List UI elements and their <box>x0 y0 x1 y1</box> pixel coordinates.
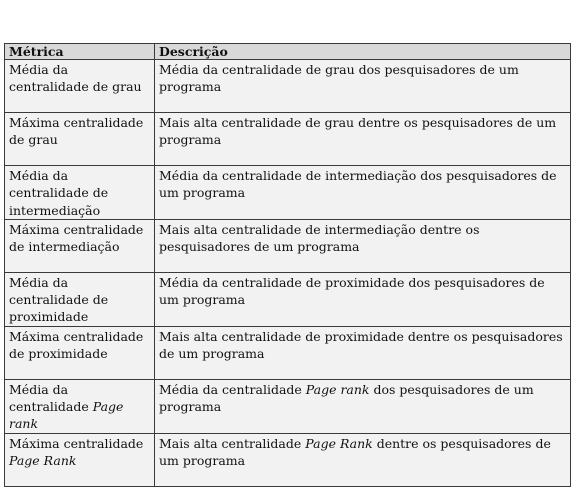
metric-cell <box>5 113 155 166</box>
table-row <box>5 113 571 166</box>
description-text-end: dos pesquisadores de um programa <box>159 381 534 415</box>
metric-cell <box>5 433 155 486</box>
metric-text: Média da centralidade <box>9 381 93 415</box>
metric-cell <box>5 219 155 272</box>
metrics-table <box>4 43 571 487</box>
metric-cell <box>5 326 155 379</box>
table-row <box>5 326 571 379</box>
table-row <box>5 433 571 486</box>
description-text: Média da centralidade de intermediação dos pesquisadores de um programa <box>159 168 557 201</box>
description-text: Mais alta centralidade de proximidade dentre os pesquisadores de um programa <box>159 328 563 362</box>
description-text: Média da centralidade <box>159 381 306 397</box>
description-text: Mais alta centralidade de grau dentre os pesquisadores de um programa <box>159 115 557 148</box>
table-row <box>5 379 571 433</box>
description-term: Page rank <box>305 381 370 397</box>
table-row <box>5 60 571 113</box>
metric-text: Média da centralidade de grau <box>9 62 142 95</box>
description-cell <box>155 166 571 220</box>
description-cell <box>155 113 571 166</box>
description-text: Mais alta centralidade de intermediação dentre os pesquisadores de um programa <box>159 221 480 255</box>
description-text: Média da centralidade de proximidade dos pesquisadores de um programa <box>159 274 545 308</box>
metric-text: Média da centralidade de proximidade <box>9 274 109 325</box>
description-cell <box>155 272 571 326</box>
header-description: Descrição <box>155 44 571 60</box>
description-term: Page Rank <box>305 435 373 451</box>
header-row <box>5 44 571 60</box>
description-cell <box>155 219 571 272</box>
description-cell <box>155 379 571 433</box>
table-row <box>5 219 571 272</box>
description-text-end: dentre os pesquisadores de um programa <box>159 435 551 468</box>
description-cell <box>155 433 571 486</box>
metric-term: Page rank <box>9 399 124 432</box>
metric-text: Máxima centralidade de grau <box>9 115 144 148</box>
metric-cell <box>5 60 155 113</box>
metric-text: Média da centralidade de intermediação <box>9 168 109 218</box>
metric-text: Máxima centralidade <box>9 435 144 451</box>
metric-term: Page Rank <box>9 452 77 468</box>
header-metric: Métrica <box>5 44 155 60</box>
metric-cell <box>5 272 155 326</box>
table-row <box>5 272 571 326</box>
metric-text: Máxima centralidade de intermediação <box>9 221 144 255</box>
metric-cell <box>5 379 155 433</box>
description-cell <box>155 326 571 379</box>
metric-text: Máxima centralidade de proximidade <box>9 328 144 362</box>
description-cell <box>155 60 571 113</box>
table-row <box>5 166 571 220</box>
description-text: Média da centralidade de grau dos pesquisadores de um programa <box>159 62 519 95</box>
description-text: Mais alta centralidade <box>159 435 306 451</box>
metric-cell <box>5 166 155 220</box>
